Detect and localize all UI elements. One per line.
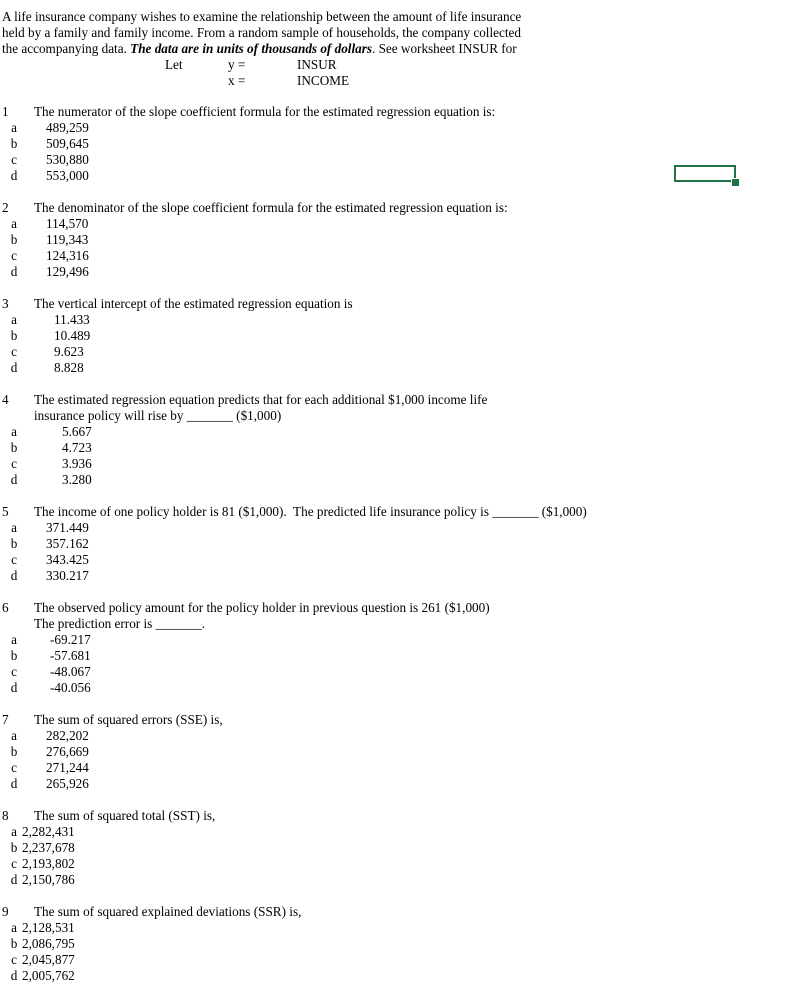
option-letter: d <box>10 264 18 279</box>
question-text: The denominator of the slope coefficient formula for the estimated regression equation is: <box>34 200 508 215</box>
question-text: The numerator of the slope coefficient formula for the estimated regression equation is: <box>34 104 496 119</box>
question-number: 7 <box>2 712 9 727</box>
intro-line-3 <box>2 41 622 57</box>
option-value[interactable]: 509,645 <box>46 136 89 151</box>
option-letter: b <box>10 840 18 855</box>
option-letter: d <box>10 776 18 791</box>
option-letter: a <box>11 216 17 231</box>
option-value[interactable]: 3.936 <box>62 456 92 471</box>
option-value[interactable]: 553,000 <box>46 168 89 183</box>
option-letter: d <box>10 968 18 983</box>
option-value[interactable]: 2,086,795 <box>22 936 75 951</box>
question-number: 2 <box>2 200 9 215</box>
option-value[interactable]: 265,926 <box>46 776 89 791</box>
option-value[interactable]: 271,244 <box>46 760 89 775</box>
question-number: 3 <box>2 296 9 311</box>
option-letter: c <box>11 664 17 679</box>
option-value[interactable]: 282,202 <box>46 728 89 743</box>
option-value[interactable]: 3.280 <box>62 472 92 487</box>
question-number: 8 <box>2 808 9 823</box>
question-text: insurance policy will rise by _______ ($1,000) <box>34 408 282 423</box>
selected-cell[interactable] <box>674 165 736 182</box>
option-value[interactable]: 2,237,678 <box>22 840 75 855</box>
y-equals: y = <box>228 57 246 72</box>
option-value[interactable]: -48.067 <box>50 664 91 679</box>
option-letter: a <box>11 312 17 327</box>
question-number: 9 <box>2 904 9 919</box>
intro-line-2: held by a family and family income. From a random sample of households, the company collected <box>2 25 521 40</box>
option-letter: a <box>11 728 17 743</box>
option-value[interactable]: -69.217 <box>50 632 91 647</box>
option-value[interactable]: 357.162 <box>46 536 89 551</box>
option-value[interactable]: -57.681 <box>50 648 91 663</box>
option-letter: c <box>11 856 17 871</box>
option-value[interactable]: 371.449 <box>46 520 89 535</box>
option-letter: d <box>10 568 18 583</box>
option-letter: d <box>10 872 18 887</box>
option-value[interactable]: 129,496 <box>46 264 89 279</box>
intro-line-3-post: . See worksheet INSUR for <box>372 41 517 56</box>
intro-line-1: A life insurance company wishes to examine the relationship between the amount of life insurance <box>2 9 522 24</box>
option-value[interactable]: -40.056 <box>50 680 91 695</box>
option-letter: c <box>11 760 17 775</box>
option-value[interactable]: 276,669 <box>46 744 89 759</box>
option-letter: d <box>10 360 18 375</box>
option-letter: a <box>11 520 17 535</box>
option-letter: a <box>11 424 17 439</box>
option-value[interactable]: 330.217 <box>46 568 89 583</box>
question-text: The observed policy amount for the policy holder in previous question is 261 ($1,000) <box>34 600 490 615</box>
option-value[interactable]: 11.433 <box>54 312 90 327</box>
let-label: Let <box>165 57 183 72</box>
option-value[interactable]: 2,193,802 <box>22 856 75 871</box>
question-text: The sum of squared errors (SSE) is, <box>34 712 223 727</box>
option-letter: c <box>11 248 17 263</box>
option-value[interactable]: 2,282,431 <box>22 824 75 839</box>
intro-line-3-pre: the accompanying data. <box>2 41 131 56</box>
option-value[interactable]: 489,259 <box>46 120 89 135</box>
intro-emphasis: The data are in units of thousands of dollars <box>130 41 372 56</box>
option-letter: b <box>10 232 18 247</box>
option-value[interactable]: 119,343 <box>46 232 89 247</box>
option-letter: b <box>10 648 18 663</box>
option-letter: c <box>11 456 17 471</box>
fill-handle[interactable] <box>731 178 740 187</box>
x-definition: INCOME <box>297 73 350 88</box>
option-value[interactable]: 343.425 <box>46 552 89 567</box>
question-number: 4 <box>2 392 9 407</box>
option-letter: c <box>11 552 17 567</box>
option-letter: d <box>10 168 18 183</box>
option-letter: a <box>11 920 17 935</box>
option-value[interactable]: 2,045,877 <box>22 952 75 967</box>
question-number: 6 <box>2 600 9 615</box>
option-letter: d <box>10 472 18 487</box>
option-letter: c <box>11 344 17 359</box>
question-text: The income of one policy holder is 81 ($1,000). The predicted life insurance policy is _______ ($1,000) <box>34 504 587 519</box>
option-value[interactable]: 2,005,762 <box>22 968 75 983</box>
y-definition: INSUR <box>297 57 337 72</box>
option-letter: a <box>11 824 17 839</box>
option-letter: c <box>11 952 17 967</box>
option-value[interactable]: 2,150,786 <box>22 872 75 887</box>
question-text: The vertical intercept of the estimated regression equation is <box>34 296 353 311</box>
option-value[interactable]: 9.623 <box>54 344 84 359</box>
question-text: The prediction error is _______. <box>34 616 206 631</box>
option-letter: b <box>10 936 18 951</box>
question-text: The estimated regression equation predicts that for each additional $1,000 income life <box>34 392 488 407</box>
option-letter: b <box>10 536 18 551</box>
option-letter: b <box>10 744 18 759</box>
option-value[interactable]: 10.489 <box>54 328 91 343</box>
question-number: 5 <box>2 504 9 519</box>
option-value[interactable]: 2,128,531 <box>22 920 75 935</box>
question-text: The sum of squared total (SST) is, <box>34 808 216 823</box>
option-value[interactable]: 5.667 <box>62 424 92 439</box>
option-value[interactable]: 530,880 <box>46 152 89 167</box>
option-value[interactable]: 124,316 <box>46 248 89 263</box>
option-value[interactable]: 4.723 <box>62 440 92 455</box>
option-letter: c <box>11 152 17 167</box>
x-equals: x = <box>228 73 246 88</box>
question-number: 1 <box>2 104 9 119</box>
option-value[interactable]: 114,570 <box>46 216 89 231</box>
option-letter: b <box>10 440 18 455</box>
option-letter: b <box>10 328 18 343</box>
option-value[interactable]: 8.828 <box>54 360 84 375</box>
intro-paragraph <box>2 9 622 57</box>
option-letter: b <box>10 136 18 151</box>
option-letter: a <box>11 632 17 647</box>
option-letter: d <box>10 680 18 695</box>
option-letter: a <box>11 120 17 135</box>
question-text: The sum of squared explained deviations (SSR) is, <box>34 904 302 919</box>
